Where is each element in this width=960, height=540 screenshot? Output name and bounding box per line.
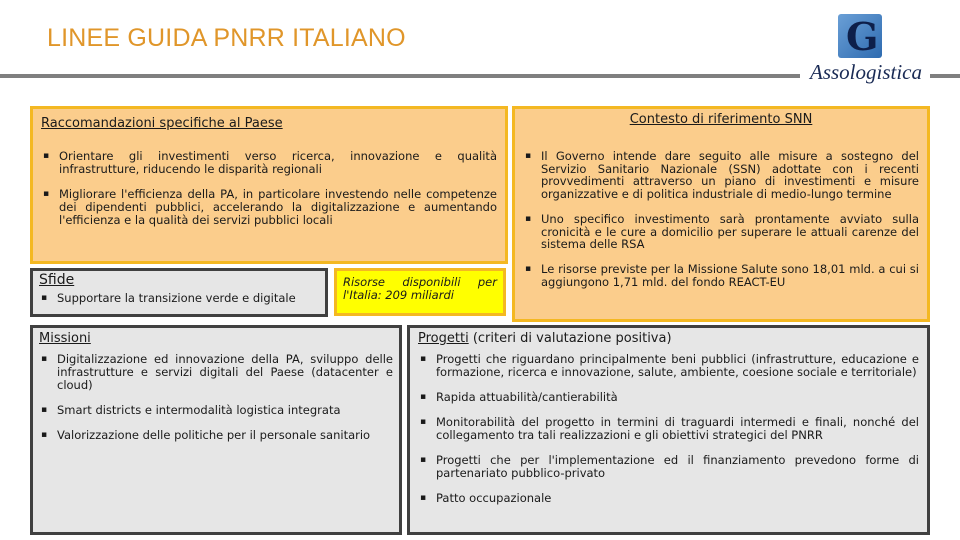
risorse-box [334,268,506,316]
list-item: ▪ Patto occupazionale [418,492,919,505]
assologistica-logo [800,10,930,88]
missioni-title: Missioni [39,331,91,346]
list-item: ▪ Smart districts e intermodalità logistica integrata [39,404,393,417]
progetti-subtitle: (criteri di valutazione positiva) [468,331,672,346]
progetti-title: Progetti [418,331,469,346]
risorse-text: Risorse disponibili per l'Italia: 209 miliardi [343,275,497,302]
list-item: ▪ Il Governo intende dare seguito alle misure a sostegno del Servizio Sanitario Nazionale (SSN) adottate con i recenti provvedimenti attraverso un piano di investimenti e misure organizzative e di politica industriale di medio-lungo termine [523,150,919,201]
list-item: ▪ Orientare gli investimenti verso ricerca, innovazione e qualità infrastrutture, riducendo le disparità regionali [41,150,497,176]
list-item: ▪ Le risorse previste per la Missione Salute sono 18,01 mld. a cui si aggiungono 1,71 mld. del fondo REACT-EU [523,263,919,288]
list-item: ▪ Monitorabilità del progetto in termini di traguardi intermedi e finali, nonché del collegamento tra tali realizzazioni e gli obiettivi strategici del PNRR [418,416,919,442]
progetti-box [407,325,930,535]
contesto-title: Contesto di riferimento SNN [629,112,813,127]
raccomandazioni-box [30,106,508,264]
contesto-box [512,106,930,322]
list-item: ▪ Valorizzazione delle politiche per il personale sanitario [39,429,393,442]
raccomandazioni-title: Raccomandazioni specifiche al Paese [41,116,283,131]
sfide-title: Sfide [39,272,75,288]
missioni-box [30,325,402,535]
list-item: ▪ Migliorare l'efficienza della PA, in particolare investendo nelle competenze dei dipendenti pubblici, accelerando la digitalizzazione e aumentando l'efficienza e la qualità dei servizi pubblici locali [41,188,497,227]
list-item: ▪ Supportare la transizione verde e digitale [39,292,319,305]
list-item: ▪ Uno specifico investimento sarà prontamente avviato sulla cronicità e le cure a domicilio per superare le attuali carenze del sistema delle RSA [523,213,919,251]
list-item: ▪ Progetti che per l'implementazione ed il finanziamento prevedono forme di partenariato pubblico-privato [418,454,919,480]
page-title: LINEE GUIDA PNRR ITALIANO [47,24,406,52]
sfide-box [30,268,328,317]
list-item: ▪ Digitalizzazione ed innovazione della PA, sviluppo delle infrastrutture e servizi digitali del Paese (datacenter e cloud) [39,353,393,392]
logo-text: Assologistica [810,60,923,84]
list-item: ▪ Progetti che riguardano principalmente beni pubblici (infrastrutture, educazione e formazione, ricerca e innovazione, salute, ambiente, coesione sociale e territoriale) [418,353,919,379]
list-item: ▪ Rapida attuabilità/cantierabilità [418,391,919,404]
swirl-icon: G [846,14,879,59]
